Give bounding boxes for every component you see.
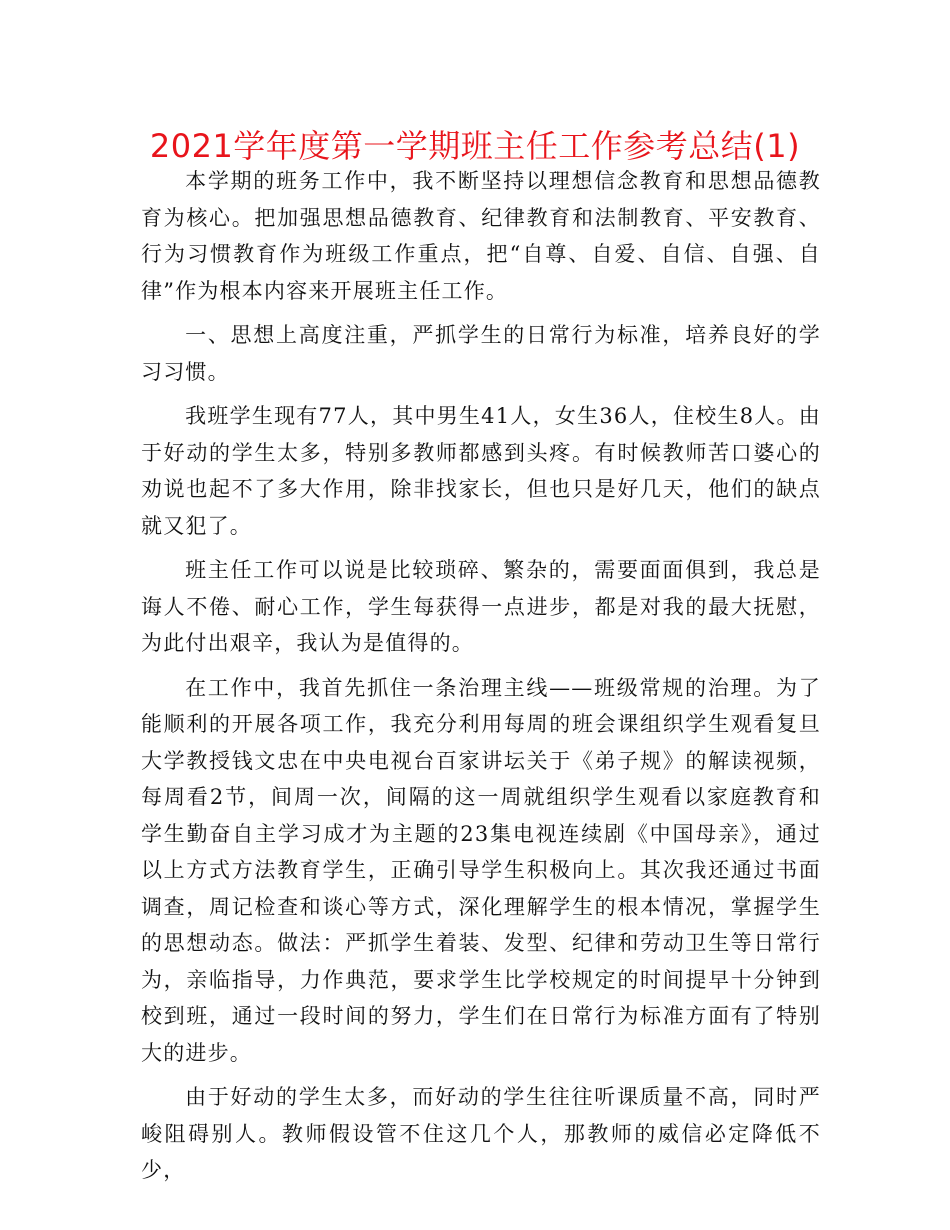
paragraph: 本学期的班务工作中，我不断坚持以理想信念教育和思想品德教育为核心。把加强思想品德教育、纪律教育和法制教育、平安教育、行为习惯教育作为班级工作重点，把“自尊、自爱、自信、自强、自律”作为根本内容来开展班主任工作。 (141, 169, 821, 303)
paragraph: 在工作中，我首先抓住一条治理主线——班级常规的治理。为了能顺利的开展各项工作，我充分利用每周的班会课组织学生观看复旦大学教授钱文忠在中央电视台百家讲坛关于《弟子规》的解读视频，每周看2节，间周一次，间隔的这一周就组织学生观看以家庭教育和学生勤奋自主学习成才为主题的23集电视连续剧《中国母亲》，通过以上方式方法教育学生，正确引导学生积极向上。其次我还通过书面调查，周记检查和谈心等方式，深化理解学生的根本情况，掌握学生的思想动态。做法：严抓学生着装、发型、纪律和劳动卫生等日常行为，亲临指导，力作典范，要求学生比学校规定的时间提早十分钟到校到班，通过一段时间的努力，学生们在日常行为标准方面有了特别大的进步。 (141, 675, 821, 1065)
paragraph: 我班学生现有77人，其中男生41人，女生36人，住校生8人。由于好动的学生太多，特别多教师都感到头疼。有时候教师苦口婆心的劝说也起不了多大作用，除非找家长，但也只是好几天，他们的缺点就又犯了。 (141, 404, 821, 538)
paragraph: 班主任工作可以说是比较琐碎、繁杂的，需要面面俱到，我总是诲人不倦、耐心工作，学生每获得一点进步，都是对我的最大抚慰，为此付出艰辛，我认为是值得的。 (141, 558, 821, 655)
document-body (141, 163, 821, 1197)
document-title: 2021学年度第一学期班主任工作参考总结(1) (149, 127, 801, 165)
paragraph: 由于好动的学生太多，而好动的学生往往听课质量不高，同时严峻阻碍别人。教师假设管不住这几个人，那教师的威信必定降低不少， (141, 1085, 821, 1182)
paragraph: 一、思想上高度注重，严抓学生的日常行为标准，培养良好的学习习惯。 (141, 323, 821, 384)
